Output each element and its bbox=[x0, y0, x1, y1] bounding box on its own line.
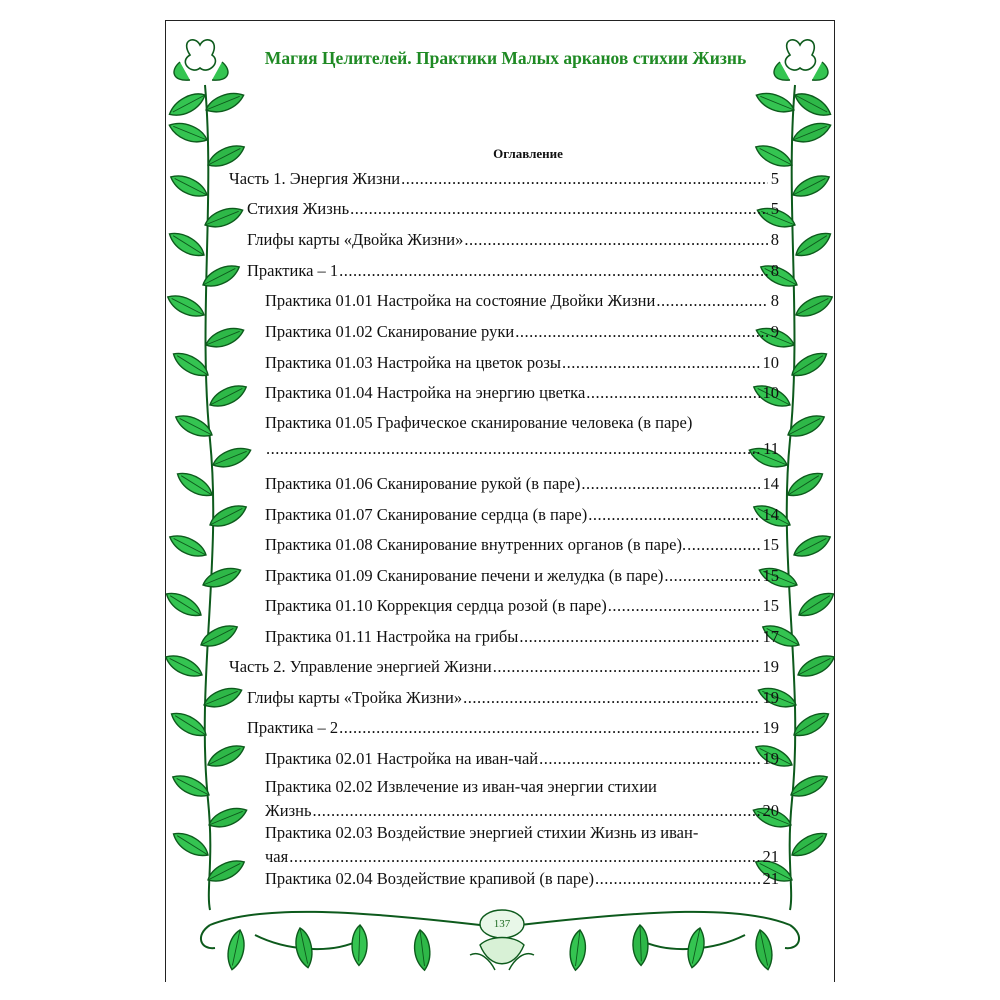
toc-entry-label: Практика 02.03 Воздействие энергией стихии Жизнь из иван- bbox=[265, 823, 699, 842]
toc-entry[interactable] bbox=[229, 319, 779, 345]
toc-entry-label: Практика 01.04 Настройка на энергию цветка bbox=[265, 383, 586, 402]
toc-entry-page: 11 bbox=[763, 439, 779, 458]
toc-entry-page: 14 bbox=[762, 505, 779, 524]
toc-entry[interactable] bbox=[229, 866, 779, 892]
toc-entry-label-continued: Жизнь bbox=[265, 801, 312, 820]
toc-entry-label: Практика 02.04 Воздействие крапивой (в паре) bbox=[265, 869, 594, 888]
toc-entry-label: Часть 1. Энергия Жизни bbox=[229, 169, 401, 188]
toc-entry-label: Практика 01.06 Сканирование рукой (в паре) bbox=[265, 474, 581, 493]
toc-entry-page: 8 bbox=[770, 291, 779, 310]
toc-entry-label: Практика 02.01 Настройка на иван-чай bbox=[265, 749, 539, 768]
toc-entry-page: 19 bbox=[762, 749, 779, 768]
toc-entry-label: Часть 2. Управление энергией Жизни bbox=[229, 657, 492, 676]
toc-entry-label: Практика 01.03 Настройка на цветок розы bbox=[265, 353, 561, 372]
toc-leader-dots bbox=[463, 685, 759, 711]
toc-entry-label: Практика 01.07 Сканирование сердца (в паре) bbox=[265, 505, 588, 524]
toc-entry[interactable] bbox=[229, 746, 779, 772]
toc-entry-page: 5 bbox=[770, 169, 779, 188]
toc-entry[interactable] bbox=[229, 288, 779, 314]
toc-entry[interactable] bbox=[229, 593, 779, 619]
toc-entry[interactable] bbox=[229, 350, 779, 376]
toc-entry-page: 15 bbox=[762, 596, 779, 615]
toc-entry[interactable] bbox=[229, 227, 779, 253]
toc-entry-page: 20 bbox=[762, 801, 779, 820]
toc-entry-label: Практика 01.05 Графическое сканирование человека (в паре) bbox=[265, 413, 693, 432]
toc-leader-dots bbox=[519, 624, 759, 650]
toc-entry-page: 19 bbox=[762, 657, 779, 676]
book-header-title: Магия Целителей. Практики Малых арканов стихии Жизнь bbox=[264, 48, 747, 68]
toc-leader-dots bbox=[350, 196, 768, 222]
toc-title: Оглавление bbox=[493, 146, 563, 161]
toc-entry-label-continued: чая bbox=[265, 847, 289, 866]
toc-entry[interactable] bbox=[229, 502, 779, 528]
toc-leader-dots bbox=[339, 715, 759, 741]
toc-leader-dots bbox=[464, 227, 767, 253]
toc-entry-label: Глифы карты «Двойка Жизни» bbox=[247, 230, 464, 249]
toc-entry[interactable] bbox=[229, 563, 779, 589]
toc-entry[interactable] bbox=[229, 471, 779, 497]
toc-entry-label: Практика 01.01 Настройка на состояние Двойки Жизни bbox=[265, 291, 656, 310]
toc-entry-label: Глифы карты «Тройка Жизни» bbox=[247, 688, 463, 707]
toc-entry-page: 15 bbox=[762, 566, 779, 585]
toc-entry-label: Стихия Жизнь bbox=[247, 199, 350, 218]
toc-leader-dots bbox=[493, 654, 760, 680]
toc-entry-page: 15 bbox=[762, 535, 779, 554]
toc-entry-label: Практика 01.11 Настройка на грибы bbox=[265, 627, 519, 646]
toc-entry-page: 8 bbox=[770, 230, 779, 249]
toc-leader-dots bbox=[539, 746, 759, 772]
toc-entry-page: 17 bbox=[762, 627, 779, 646]
toc-leader-dots bbox=[401, 166, 768, 192]
toc-entry[interactable] bbox=[229, 715, 779, 741]
toc-leader-dots bbox=[656, 288, 767, 314]
toc-entry[interactable] bbox=[229, 624, 779, 650]
toc-entry-page: 10 bbox=[762, 353, 779, 372]
toc-entry-page: 19 bbox=[762, 718, 779, 737]
toc-leader-dots bbox=[687, 532, 759, 558]
toc-entry-page: 10 bbox=[762, 383, 779, 402]
toc-entry-label: Практика 02.02 Извлечение из иван-чая энергии стихии bbox=[265, 777, 657, 796]
toc-leader-dots bbox=[608, 593, 760, 619]
toc-entry[interactable] bbox=[229, 410, 779, 466]
toc-leader-dots bbox=[664, 563, 759, 589]
toc-entry-label: Практика – 1 bbox=[247, 261, 339, 280]
toc-entry[interactable] bbox=[229, 196, 779, 222]
toc-leader-dots bbox=[581, 471, 759, 497]
toc-leader-dots bbox=[586, 380, 759, 406]
toc-entry[interactable] bbox=[229, 380, 779, 406]
toc-entry-page: 21 bbox=[762, 847, 779, 866]
toc-entry-label: Практика 01.02 Сканирование руки bbox=[265, 322, 515, 341]
toc-entry-page: 19 bbox=[762, 688, 779, 707]
toc-leader-dots bbox=[588, 502, 759, 528]
toc-entry-page: 21 bbox=[762, 869, 779, 888]
page-number: 137 bbox=[493, 918, 511, 930]
toc-leader-dots bbox=[595, 866, 760, 892]
toc-entry[interactable] bbox=[229, 166, 779, 192]
toc-entry-page: 5 bbox=[770, 199, 779, 218]
toc-entry[interactable] bbox=[229, 258, 779, 284]
toc-entry-page: 14 bbox=[762, 474, 779, 493]
toc-entry-label: Практика 01.09 Сканирование печени и желудка (в паре) bbox=[265, 566, 664, 585]
toc-leader-dots bbox=[266, 436, 760, 462]
toc-leader-dots bbox=[562, 350, 760, 376]
toc-entry-label: Практика 01.08 Сканирование внутренних органов (в паре). bbox=[265, 535, 687, 554]
toc-entry[interactable] bbox=[229, 685, 779, 711]
toc-entry[interactable] bbox=[229, 654, 779, 680]
toc-entry-label: Практика – 2 bbox=[247, 718, 339, 737]
toc-leader-dots bbox=[515, 319, 768, 345]
toc-leader-dots bbox=[339, 258, 768, 284]
toc-entry[interactable] bbox=[229, 532, 779, 558]
toc-entry-page: 9 bbox=[770, 322, 779, 341]
toc-entry-page: 8 bbox=[770, 261, 779, 280]
toc-entry-label: Практика 01.10 Коррекция сердца розой (в паре) bbox=[265, 596, 607, 615]
